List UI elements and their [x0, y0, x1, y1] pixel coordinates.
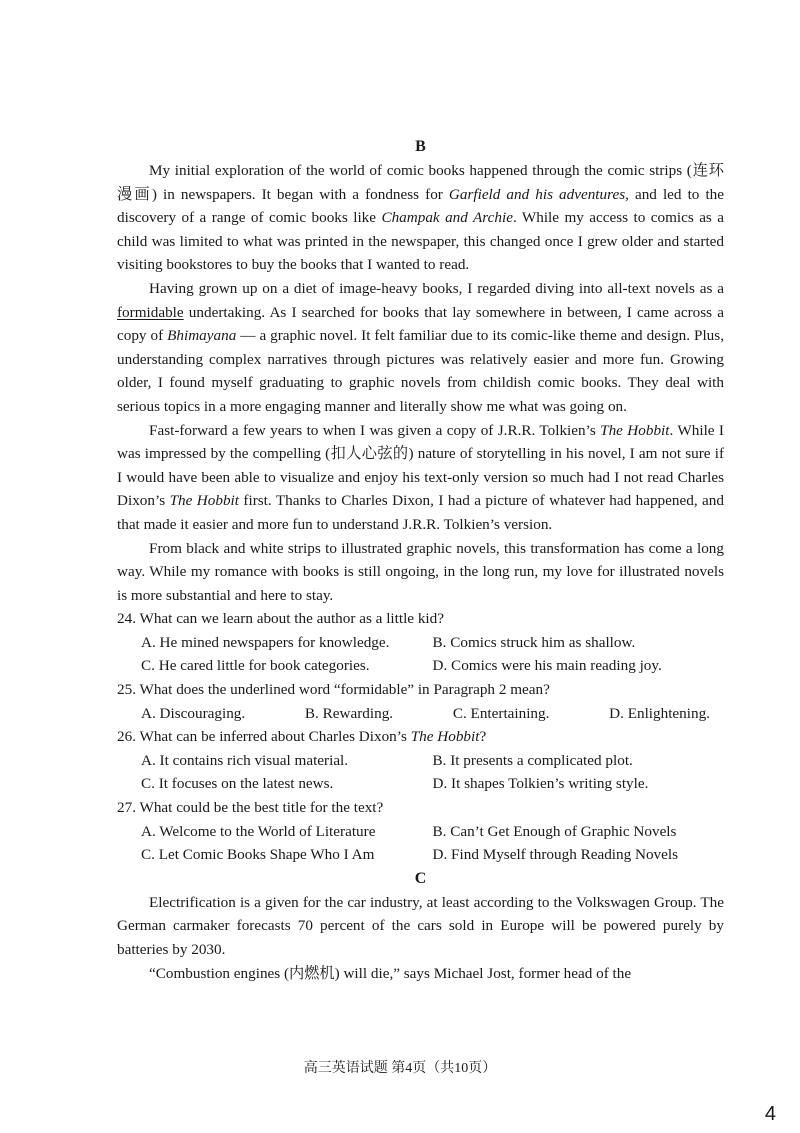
option-24-c: C. He cared little for book categories. [141, 657, 370, 675]
question-27-stem: 27. What could be the best title for the text? [117, 799, 384, 817]
option-25-d: D. Enlightening. [609, 704, 710, 722]
section-c-title: C [414, 869, 427, 887]
passage-b-paragraph-4: From black and white strips to illustrated graphic novels, this transformation has come a long way. While my romance with books is still ongoing, in the long run, my love for illustrated novels is more substantial and here to stay. [117, 539, 724, 604]
option-24-d: D. Comics were his main reading joy. [432, 657, 662, 675]
passage-c-paragraph-1: Electrification is a given for the car industry, at least according to the Volkswagen Group. The German carmaker forecasts 70 percent of the cars sold in Europe will be powered purely by batteries by 2030. [117, 893, 724, 958]
option-26-c: C. It focuses on the latest news. [141, 775, 334, 793]
option-27-c: C. Let Comic Books Shape Who I Am [141, 846, 375, 864]
option-27-b: B. Can’t Get Enough of Graphic Novels [432, 822, 677, 840]
question-26-options [117, 749, 724, 796]
option-25-c: C. Entertaining. [452, 704, 550, 722]
option-26-d: D. It shapes Tolkien’s writing style. [432, 775, 649, 793]
passage-b-paragraph-2: Having grown up on a diet of image-heavy books, I regarded diving into all-text novels as a formidable undertaking. As I searched for books that lay somewhere in between, I came across a copy of Bhimayana — a graphic novel. It felt familiar due to its comic-like theme and design. Plus, understanding complex narratives through pictures was relatively easier and more fun. Growing older, I found myself graduating to graphic novels from childish comic books. They deal with serious topics in a more engaging manner and literally show me what was going on. [117, 279, 724, 415]
question-24-options [117, 631, 724, 678]
option-26-a: A. It contains rich visual material. [141, 751, 349, 769]
passage-c-paragraph-2: “Combustion engines (内燃机) will die,” says Michael Jost, former head of the [149, 964, 632, 982]
question-27-options [117, 820, 724, 867]
option-24-b: B. Comics struck him as shallow. [432, 633, 636, 651]
exam-page [117, 135, 724, 985]
question-25-stem: 25. What does the underlined word “formidable” in Paragraph 2 mean? [117, 681, 550, 699]
option-25-a: A. Discouraging. [141, 704, 246, 722]
page-footer: 高三英语试题 第4页（共10页） [303, 1061, 497, 1076]
passage-b-paragraph-3: Fast-forward a few years to when I was given a copy of J.R.R. Tolkien’s The Hobbit. While I was impressed by the compelling (扣人心弦的) nature of storytelling in his novel, I am not sure if I would have been able to visualize and enjoy his text-only version so much had I not read Charles Dixon’s The Hobbit first. Thanks to Charles Dixon, I had a picture of whatever had happened, and that made it easier and more fun to understand J.R.R. Tolkien’s version. [117, 421, 724, 533]
page-number: 4 [764, 1103, 776, 1125]
option-26-b: B. It presents a complicated plot. [432, 751, 633, 769]
option-27-a: A. Welcome to the World of Literature [141, 822, 376, 840]
question-24-stem: 24. What can we learn about the author as a little kid? [117, 610, 444, 628]
option-27-d: D. Find Myself through Reading Novels [432, 846, 679, 864]
passage-b-paragraph-1: My initial exploration of the world of comic books happened through the comic strips (连环漫画) in newspapers. It began with a fondness for Garfield and his adventures, and led to the discovery of a range of comic books like Champak and Archie. While my access to comics as a child was limited to what was printed in the newspaper, this changed once I grew older and started visiting bookstores to buy the books that I wanted to read. [117, 162, 725, 274]
section-b-title: B [415, 138, 426, 155]
question-25-options [117, 702, 724, 726]
option-24-a: A. He mined newspapers for knowledge. [141, 633, 390, 651]
question-26-stem: 26. What can be inferred about Charles Dixon’s The Hobbit? [117, 728, 487, 746]
underlined-word: formidable [117, 303, 184, 321]
option-25-b: B. Rewarding. [304, 704, 394, 722]
